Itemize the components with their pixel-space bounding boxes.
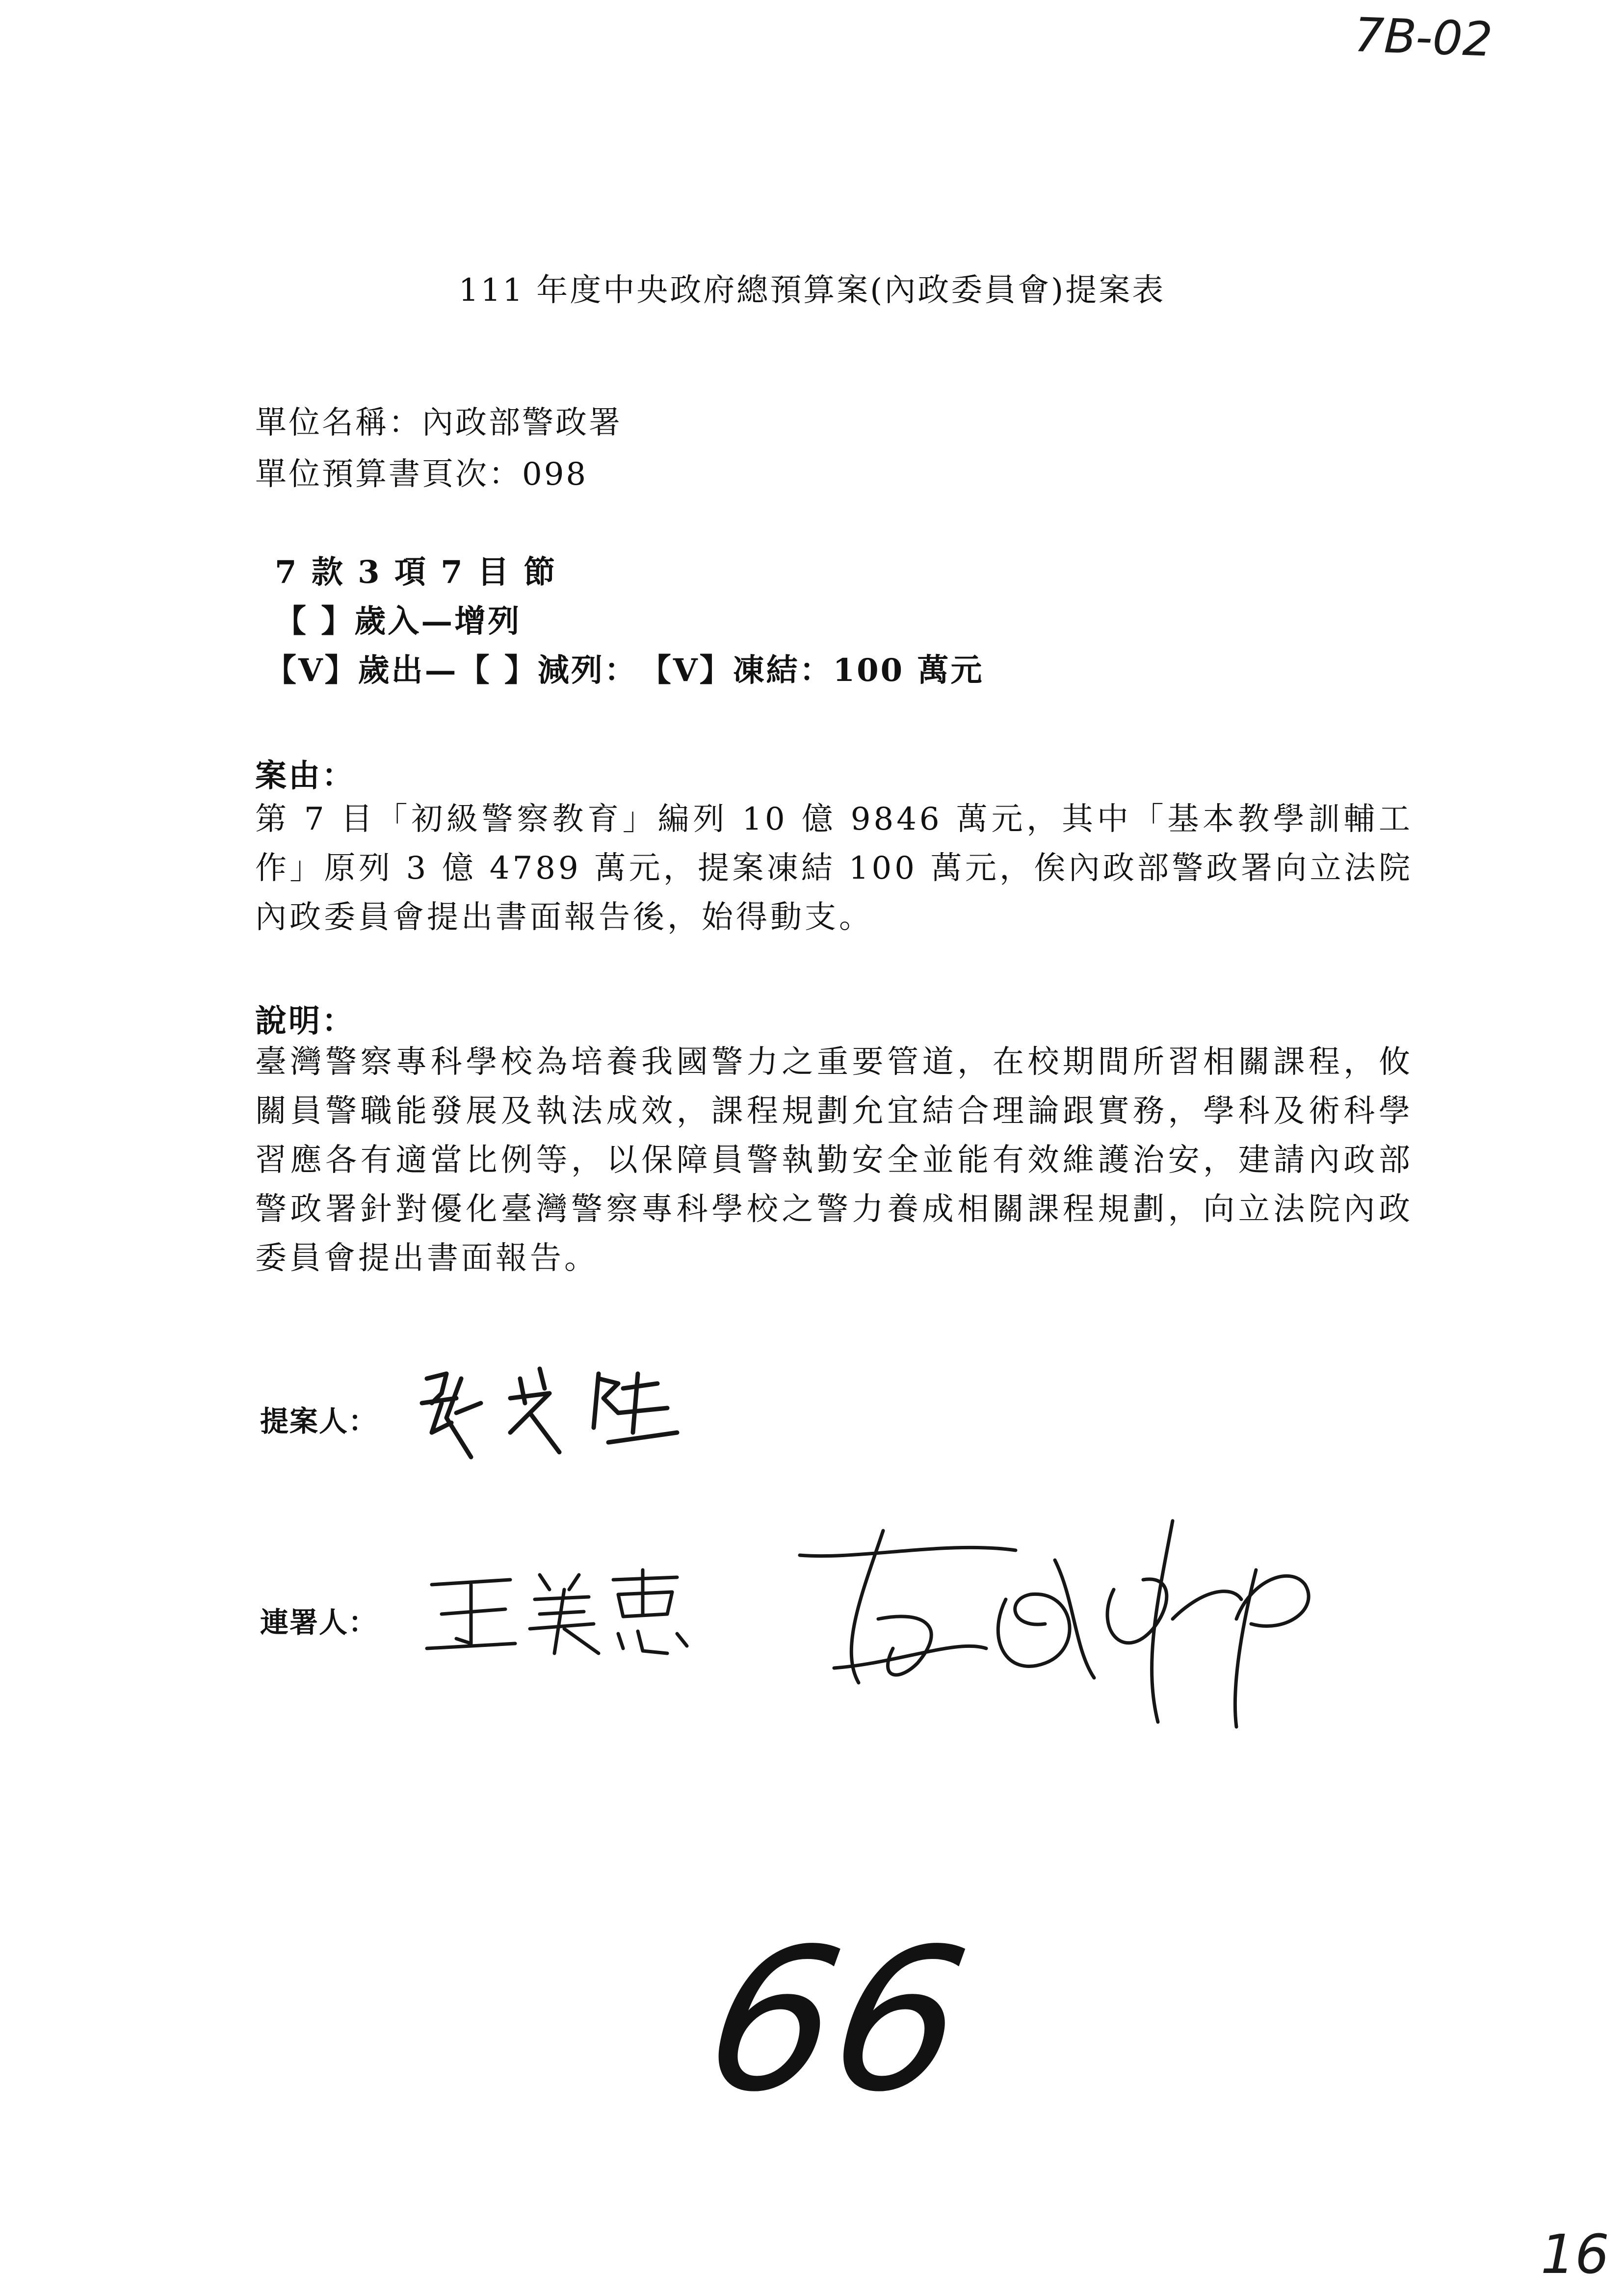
page-title: 111 年度中央政府總預算案(內政委員會)提案表: [458, 272, 1166, 309]
proposer-signature: [412, 1359, 687, 1477]
unit-name: 單位名稱：內政部警政署: [255, 405, 622, 441]
cosigner-signature-strokes: [422, 1560, 716, 1658]
reason-text: 第 7 目「初級警察教育」編列 10 億 9846 萬元，其中「基本教學訓輔工作」原列 3 億 4789 萬元，提案凍結 100 萬元，俟內政部警政署向立法院內政委員會提出書面報告後，始得動支。: [255, 801, 1413, 936]
budget-line-3: 【V】歲出—【 】減列： 【V】凍結：100 萬元: [265, 652, 984, 689]
proposer-signature-strokes: [412, 1359, 687, 1477]
reason-heading: 案由：: [255, 757, 355, 794]
proposer-label: 提案人：: [260, 1405, 378, 1438]
cosigner-signature-2-strokes: [800, 1501, 1354, 1756]
explanation-heading: 說明：: [255, 1003, 355, 1040]
budget-line-2: 【 】歲入—增列: [275, 603, 522, 640]
cosigner-label: 連署人：: [260, 1606, 378, 1639]
cosigner-signature-2: [800, 1501, 1354, 1756]
cosigner-signature: [422, 1560, 716, 1658]
handwritten-code: 7B-02: [1353, 7, 1493, 67]
unit-budget-page: 單位預算書頁次：098: [255, 456, 588, 493]
budget-line-1: 7 款 3 項 7 目 節: [275, 554, 557, 591]
explanation-text: 臺灣警察專科學校為培養我國警力之重要管道，在校期間所習相關課程，攸關員警職能發展及執法成效，課程規劃允宜結合理論跟實務，學科及術科學習應各有適當比例等，以保障員警執勤安全並能有效維護治安，建請內政部警政署針對優化臺灣警察專科學校之警力養成相關課程規劃，向立法院內政委員會提出書面報告。: [255, 1044, 1413, 1277]
page-mark: 16: [1541, 2223, 1609, 2286]
handwritten-number: 66: [691, 1907, 982, 2135]
